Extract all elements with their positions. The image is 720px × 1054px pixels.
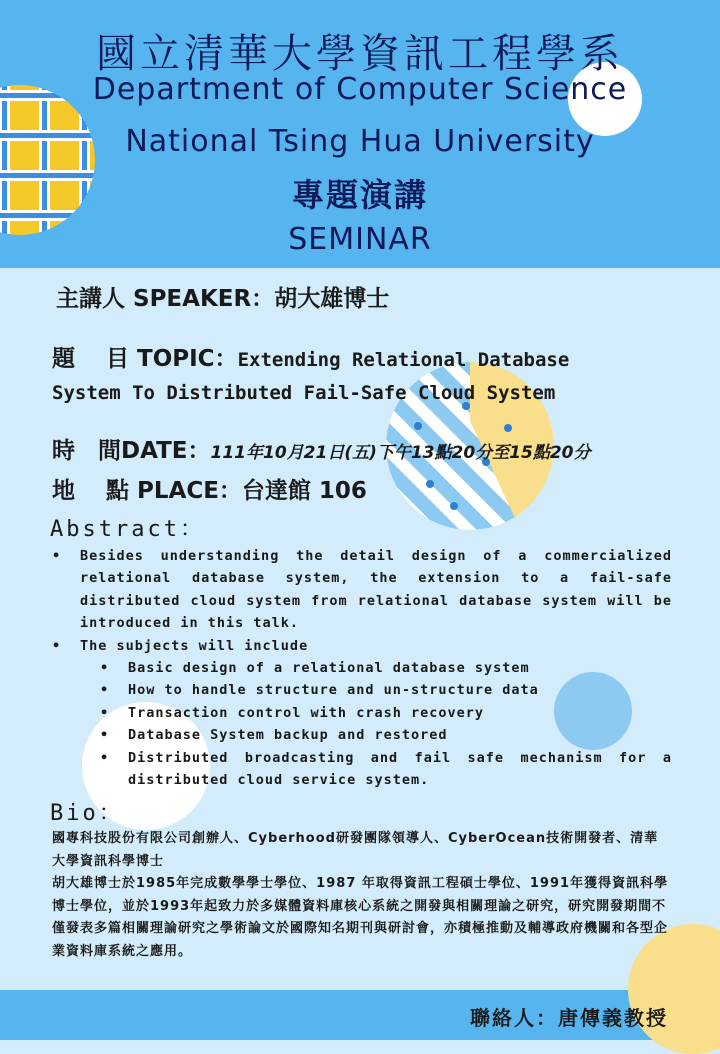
subject-item: • How to handle structure and un-structure data	[128, 679, 672, 701]
place-value: 台達館 106	[241, 478, 367, 504]
seminar-title-cn: 專題演講	[291, 176, 428, 214]
bio-heading: Bio：	[50, 801, 124, 826]
department-title-cn: 國立清華大學資訊工程學系	[96, 31, 624, 77]
contact-name: 唐傳義教授	[558, 1006, 668, 1030]
date-label: 時 間DATE：	[52, 438, 211, 464]
topic-text-line2: System To Distributed Fail-Safe Cloud System	[52, 382, 556, 404]
subject-item: • Basic design of a relational database system	[128, 657, 672, 679]
dot-decoration	[414, 422, 422, 430]
date-line	[52, 432, 590, 465]
abstract-body	[50, 545, 672, 791]
abstract-item-text: The subjects will include	[80, 637, 309, 654]
university-name-en: National Tsing Hua University	[125, 124, 595, 159]
subject-item: • Transaction control with crash recovery	[128, 702, 672, 724]
speaker-label: 主講人 SPEAKER：	[56, 286, 275, 312]
bio-paragraph: 國專科技股份有限公司創辦人、Cyberhood研發團隊領導人、CyberOcean技術開發者、清華大學資訊科學博士	[52, 831, 659, 869]
abstract-item	[80, 635, 672, 792]
department-title-en	[0, 72, 720, 107]
place-label: 地 點 PLACE：	[52, 478, 242, 504]
place-line	[52, 472, 367, 505]
abstract-item: • Besides understanding the detail design of a commercialized relational database system, the extension to a fail-safe distributed cloud system from relational database system will be introduced in this talk.	[80, 545, 672, 635]
bio-body	[52, 828, 672, 963]
bio-paragraph: 胡大雄博士於1985年完成數學學士學位、1987 年取得資訊工程碩士學位、1991年獲得資訊科學博士學位，並於1993年起致力於多媒體資料庫核心系統之開發與相關理論之研究，研究開發期間不僅發表多篇相關理論研究之學術論文於國際知名期刊與研討會，亦積極推動及輔導政府機關和各型企業資料庫系統之應用。	[52, 876, 669, 959]
topic-label: 題 目 TOPIC：	[52, 346, 238, 372]
topic-text-line1: Extending Relational Database	[237, 349, 570, 371]
speaker-line	[56, 280, 389, 313]
subject-item: • Distributed broadcasting and fail safe mechanism for a distributed cloud service system.	[128, 747, 672, 792]
seminar-title-en: SEMINAR	[288, 222, 432, 257]
dot-decoration	[504, 424, 512, 432]
topic-block	[52, 340, 682, 410]
speaker-name: 胡大雄博士	[274, 286, 390, 312]
abstract-heading: Abstract：	[50, 517, 205, 542]
date-value: 111年10月21日(五)下午13點20分至15點20分	[210, 443, 591, 463]
contact-line	[470, 1002, 668, 1031]
dot-decoration	[426, 480, 434, 488]
department-title-en-main: Department of Computer Scie	[92, 72, 571, 107]
subject-item: • Database System backup and restored	[128, 724, 672, 746]
department-title-en-tail: nce	[570, 72, 628, 107]
contact-label: 聯絡人：	[470, 1006, 558, 1030]
dot-decoration	[450, 502, 458, 510]
